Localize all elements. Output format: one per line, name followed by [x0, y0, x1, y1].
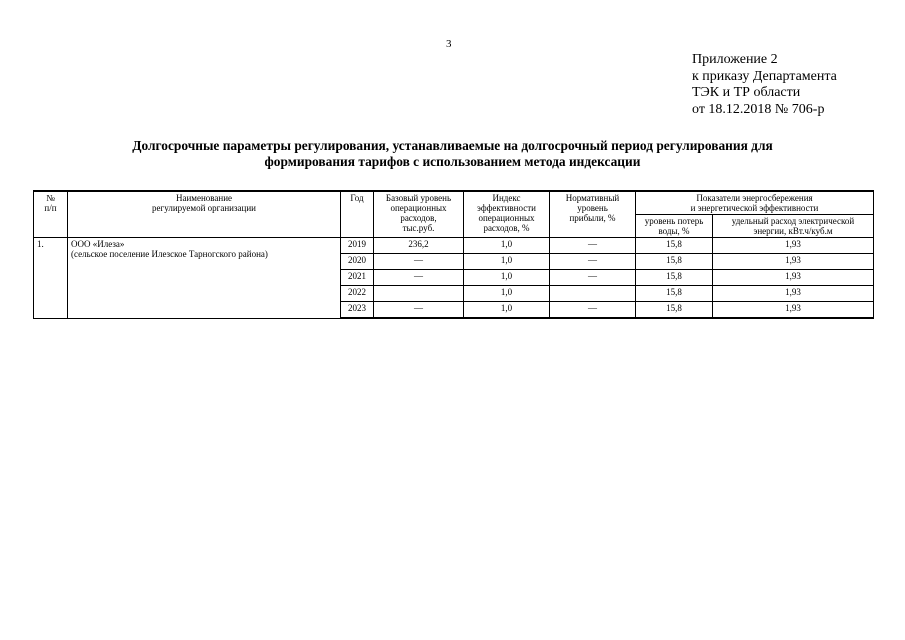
energy-consumption-cell: 1,93 — [713, 254, 874, 270]
header-text: энергии, кВт.ч/куб.м — [753, 226, 833, 236]
year-cell: 2021 — [341, 270, 374, 286]
header-text: Индекс — [492, 193, 521, 203]
header-text: операционных — [478, 213, 535, 223]
profit-level-cell: — — [550, 254, 636, 270]
year-cell: 2019 — [341, 238, 374, 254]
appendix-line: Приложение 2 — [692, 52, 778, 67]
title-line: Долгосрочные параметры регулирования, устанавливаемые на долгосрочный период регулирования для — [132, 138, 773, 153]
header-text: уровень потерь — [644, 216, 704, 226]
organization-name — [68, 238, 341, 319]
year-cell: 2020 — [341, 254, 374, 270]
organization-name-line: (сельское поселение Илезское Тарногского района) — [71, 249, 268, 259]
profit-level-cell: — — [550, 238, 636, 254]
page-number: 3 — [446, 38, 452, 50]
header-water-loss — [636, 215, 713, 238]
year-cell: 2022 — [341, 286, 374, 302]
header-text: воды, % — [658, 226, 690, 236]
header-text: операционных — [390, 203, 447, 213]
header-text: тыс.руб. — [402, 223, 435, 233]
base-expenses-cell: — — [374, 270, 464, 286]
header-text: уровень — [577, 203, 608, 213]
efficiency-index-cell: 1,0 — [464, 286, 550, 302]
appendix-line: к приказу Департамента — [692, 68, 837, 84]
header-profit-level — [550, 191, 636, 238]
energy-consumption-cell: 1,93 — [713, 302, 874, 319]
header-year — [341, 191, 374, 238]
efficiency-index-cell: 1,0 — [464, 302, 550, 319]
appendix-line: от 18.12.2018 № 706-р — [692, 101, 825, 117]
header-energy-consumption — [713, 215, 874, 238]
water-loss-cell: 15,8 — [636, 254, 713, 270]
header-text: регулируемой организации — [152, 203, 256, 213]
header-efficiency-index — [464, 191, 550, 238]
title-line: формирования тарифов с использованием метода индексации — [264, 154, 641, 169]
organization-name-line: ООО «Илеза» — [71, 239, 125, 249]
header-text: прибыли, % — [569, 213, 616, 223]
water-loss-cell: 15,8 — [636, 302, 713, 319]
header-text: Наименование — [175, 193, 233, 203]
header-number — [34, 191, 68, 238]
header-text: Базовый уровень — [385, 193, 452, 203]
header-text: удельный расход электрической — [731, 216, 855, 226]
energy-consumption-cell: 1,93 — [713, 270, 874, 286]
header-organization — [68, 191, 341, 238]
profit-level-cell: — — [550, 270, 636, 286]
header-text: № — [46, 193, 55, 203]
base-expenses-cell: — — [374, 254, 464, 270]
header-energy-indicators — [636, 191, 874, 215]
header-text: Показатели энергосбережения — [696, 193, 813, 203]
header-text: Нормативный — [565, 193, 620, 203]
water-loss-cell: 15,8 — [636, 238, 713, 254]
header-base-expenses — [374, 191, 464, 238]
header-text: Год — [350, 193, 364, 203]
appendix-block — [692, 52, 837, 118]
efficiency-index-cell: 1,0 — [464, 238, 550, 254]
appendix-line: ТЭК и ТР области — [692, 85, 801, 100]
header-text: п/п — [44, 203, 57, 213]
header-text: эффективности — [477, 203, 536, 213]
document-title — [60, 138, 845, 170]
profit-level-cell: — — [550, 302, 636, 319]
energy-consumption-cell: 1,93 — [713, 286, 874, 302]
efficiency-index-cell: 1,0 — [464, 270, 550, 286]
profit-level-cell — [550, 286, 636, 302]
base-expenses-cell — [374, 286, 464, 302]
row-number: 1. — [34, 238, 68, 319]
water-loss-cell: 15,8 — [636, 286, 713, 302]
header-text: и энергетической эффективности — [690, 203, 819, 213]
year-cell: 2023 — [341, 302, 374, 319]
base-expenses-cell: 236,2 — [374, 238, 464, 254]
energy-consumption-cell: 1,93 — [713, 238, 874, 254]
header-text: расходов, — [400, 213, 437, 223]
water-loss-cell: 15,8 — [636, 270, 713, 286]
parameters-table — [33, 190, 874, 319]
efficiency-index-cell: 1,0 — [464, 254, 550, 270]
table-row — [34, 238, 874, 254]
base-expenses-cell: — — [374, 302, 464, 319]
header-text: расходов, % — [483, 223, 530, 233]
